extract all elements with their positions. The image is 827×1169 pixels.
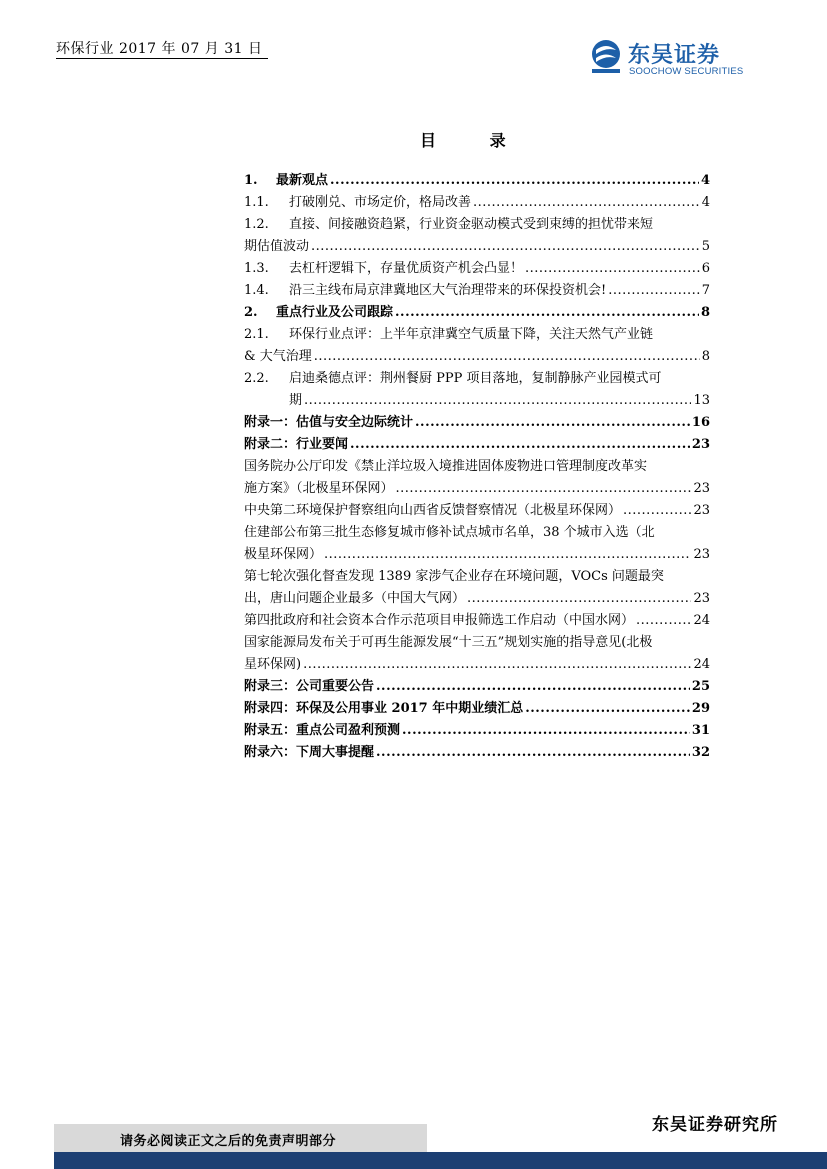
header-rule xyxy=(56,58,268,59)
toc-entry-1-4[interactable] xyxy=(244,280,710,302)
toc-text-continued: 期 xyxy=(289,393,303,408)
toc-text: 最新观点 xyxy=(276,173,329,188)
toc-text: 住建部公布第三批生态修复城市修补试点城市名单，38 个城市入选（北 xyxy=(244,525,655,540)
toc-page-number: 32 xyxy=(691,745,710,760)
toc-number: 2.2. xyxy=(244,371,269,386)
company-logo xyxy=(588,38,758,78)
toc-entry-1-1[interactable] xyxy=(244,192,710,214)
table-of-contents xyxy=(244,170,710,764)
toc-page-number: 13 xyxy=(693,393,710,408)
toc-page-number: 31 xyxy=(691,723,710,738)
toc-news-6[interactable] xyxy=(244,632,710,676)
toc-page-number: 4 xyxy=(700,173,710,188)
toc-appendix-5[interactable] xyxy=(244,720,710,742)
toc-news-5[interactable] xyxy=(244,610,710,632)
toc-leader-dots xyxy=(473,192,700,214)
toc-text-continued: 期估值波动 xyxy=(244,239,310,254)
toc-text: 第七轮次强化督查发现 1389 家涉气企业存在环境问题，VOCs 问题最突 xyxy=(244,569,664,584)
toc-entry-1-3[interactable] xyxy=(244,258,710,280)
toc-text: 打破刚兑、市场定价，格局改善 xyxy=(289,195,472,210)
toc-entry-1[interactable] xyxy=(244,170,710,192)
report-header-line: 环保行业 2017 年 07 月 31 日 xyxy=(56,41,263,57)
toc-news-3[interactable] xyxy=(244,522,710,566)
toc-text: 国务院办公厅印发《禁止洋垃圾入境推进固体废物进口管理制度改革实 xyxy=(244,459,648,474)
toc-leader-dots xyxy=(350,434,690,456)
toc-appendix-3[interactable] xyxy=(244,676,710,698)
toc-number: 2.1. xyxy=(244,327,269,342)
toc-page-number: 8 xyxy=(700,305,710,320)
toc-news-2[interactable] xyxy=(244,500,710,522)
toc-leader-dots xyxy=(376,742,690,764)
toc-leader-dots xyxy=(324,544,691,566)
toc-number: 1.2. xyxy=(244,217,269,232)
toc-text-continued: 星环保网) xyxy=(244,657,302,672)
toc-page-number: 23 xyxy=(693,591,710,606)
toc-leader-dots xyxy=(396,478,692,500)
toc-text: 中央第二环境保护督察组向山西省反馈督察情况（北极星环保网） xyxy=(244,503,622,518)
logo-english-name: SOOCHOW SECURITIES xyxy=(629,66,744,77)
toc-entry-1-2[interactable] xyxy=(244,214,710,258)
toc-text-continued: & 大气治理 xyxy=(244,349,312,364)
toc-text: 附录五：重点公司盈利预测 xyxy=(244,723,401,738)
toc-page-number: 23 xyxy=(693,481,710,496)
toc-page-number: 23 xyxy=(693,547,710,562)
scs-logo-icon xyxy=(588,38,624,74)
toc-page-number: 24 xyxy=(693,657,710,672)
toc-leader-dots xyxy=(376,676,690,698)
toc-page-number: 5 xyxy=(701,239,710,254)
toc-leader-dots xyxy=(623,500,691,522)
toc-number: 1.4. xyxy=(244,283,269,298)
toc-page-number: 23 xyxy=(691,437,710,452)
toc-text: 附录六：下周大事提醒 xyxy=(244,745,375,760)
toc-page-number: 16 xyxy=(691,415,710,430)
toc-leader-dots xyxy=(314,346,700,368)
toc-leader-dots xyxy=(525,698,690,720)
toc-leader-dots xyxy=(311,236,700,258)
toc-text: 附录三：公司重要公告 xyxy=(244,679,375,694)
toc-page-number: 8 xyxy=(701,349,710,364)
toc-leader-dots xyxy=(402,720,690,742)
toc-page-number: 24 xyxy=(693,613,710,628)
toc-leader-dots xyxy=(303,654,691,676)
toc-page-number: 23 xyxy=(693,503,710,518)
toc-appendix-6[interactable] xyxy=(244,742,710,764)
toc-page-number: 29 xyxy=(691,701,710,716)
toc-text: 附录一：估值与安全边际统计 xyxy=(244,415,414,430)
toc-text: 直接、间接融资趋紧，行业资金驱动模式受到束缚的担忧带来短 xyxy=(289,217,654,232)
toc-text: 重点行业及公司跟踪 xyxy=(276,305,394,320)
toc-text-continued: 出，唐山问题企业最多（中国大气网） xyxy=(244,591,466,606)
toc-number: 1.1. xyxy=(244,195,269,210)
toc-text: 沿三主线布局京津冀地区大气治理带来的环保投资机会! xyxy=(289,283,607,298)
toc-text: 附录二：行业要闻 xyxy=(244,437,349,452)
toc-number: 1.3. xyxy=(244,261,269,276)
toc-text: 去杠杆逻辑下，存量优质资产机会凸显！ xyxy=(289,261,524,276)
toc-text-continued: 施方案》（北极星环保网） xyxy=(244,481,394,496)
toc-number: 1. xyxy=(244,173,258,188)
toc-leader-dots xyxy=(395,302,699,324)
toc-text: 附录四：环保及公用事业 2017 年中期业绩汇总 xyxy=(244,701,524,716)
toc-appendix-2[interactable] xyxy=(244,434,710,456)
toc-text: 国家能源局发布关于可再生能源发展“十三五”规划实施的指导意见(北极 xyxy=(244,635,653,650)
toc-page-number: 7 xyxy=(701,283,710,298)
toc-leader-dots xyxy=(304,390,691,412)
toc-leader-dots xyxy=(525,258,700,280)
toc-leader-dots xyxy=(415,412,690,434)
toc-page-number: 4 xyxy=(701,195,710,210)
footer-blue-bar xyxy=(54,1152,827,1169)
toc-entry-2-1[interactable] xyxy=(244,324,710,368)
logo-chinese-name: 东吴证券 xyxy=(628,43,721,68)
toc-appendix-1[interactable] xyxy=(244,412,710,434)
toc-text: 第四批政府和社会资本合作示范项目申报筛选工作启动（中国水网） xyxy=(244,613,635,628)
toc-leader-dots xyxy=(467,588,691,610)
toc-appendix-4[interactable] xyxy=(244,698,710,720)
toc-leader-dots xyxy=(330,170,699,192)
toc-text: 启迪桑德点评：荆州餐厨 PPP 项目落地，复制静脉产业园模式可 xyxy=(289,371,662,386)
toc-title: 目 录 xyxy=(420,131,530,150)
toc-entry-2[interactable] xyxy=(244,302,710,324)
toc-news-1[interactable] xyxy=(244,456,710,500)
footer-institute-name: 东吴证券研究所 xyxy=(652,1115,778,1135)
toc-leader-dots xyxy=(636,610,691,632)
toc-text-continued: 极星环保网） xyxy=(244,547,323,562)
toc-page-number: 6 xyxy=(701,261,710,276)
toc-news-4[interactable] xyxy=(244,566,710,610)
toc-entry-2-2[interactable] xyxy=(244,368,710,412)
toc-text: 环保行业点评：上半年京津冀空气质量下降，关注天然气产业链 xyxy=(289,327,654,342)
toc-page-number: 25 xyxy=(691,679,710,694)
toc-leader-dots xyxy=(608,280,699,302)
footer-disclaimer: 请务必阅读正文之后的免责声明部分 xyxy=(120,1134,337,1149)
toc-number: 2. xyxy=(244,305,258,320)
